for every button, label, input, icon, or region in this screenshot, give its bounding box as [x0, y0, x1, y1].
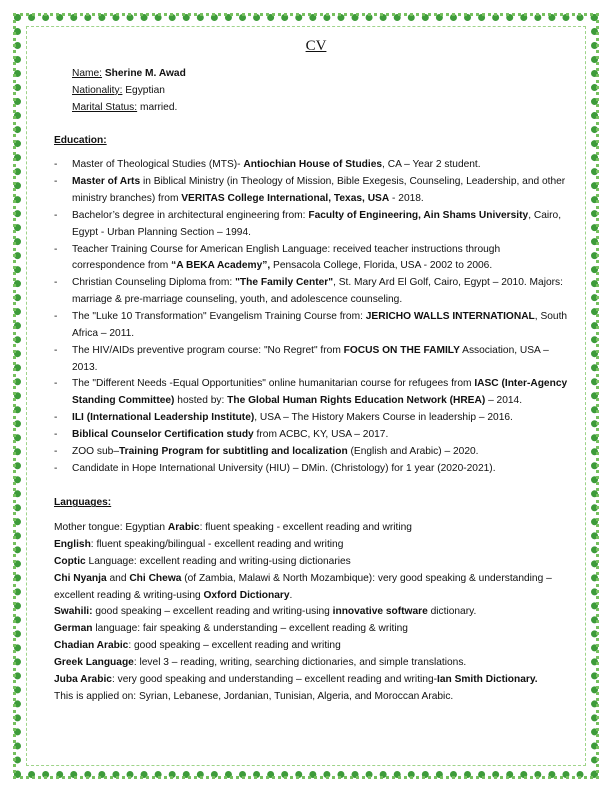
name-value: Sherine M. Awad: [104, 68, 186, 79]
education-heading: Education:: [54, 134, 107, 146]
marital-label: Marital Status:: [72, 101, 138, 113]
text-run: ILI (International Leadership Institute): [72, 412, 255, 424]
text-run: Antiochian House of Studies: [243, 159, 383, 171]
text-run: Teacher Training Course for American English Language: received teacher instructions through correspondence from: [72, 243, 501, 272]
nationality-label: Nationality:: [72, 84, 123, 96]
education-item: [54, 208, 574, 242]
text-run: Oxford Dictionary: [203, 589, 290, 601]
language-item: [54, 604, 574, 621]
text-run: Arabic: [167, 522, 200, 534]
text-run: Bachelor’s degree in architectural engineering from:: [72, 209, 309, 221]
text-run: good speaking – excellent reading and writing-using: [92, 606, 333, 618]
bullet-dash: -: [54, 176, 58, 188]
text-run: , South Africa – 2011.: [72, 310, 568, 339]
text-run: This is applied on: Syrian, Lebanese, Jordanian, Tunisian, Algeria, and Moroccan Arabic.: [54, 690, 454, 702]
bullet-dash: -: [54, 462, 58, 474]
text-run: .: [289, 589, 293, 601]
bullet-dash: -: [54, 159, 58, 171]
text-run: : fluent speaking - excellent reading and writing: [199, 522, 412, 534]
text-run: (of Zambia, Malawi & North Mozambique): very good speaking & understanding – excellent reading & writing-using: [54, 572, 552, 601]
name-row: [72, 66, 574, 83]
text-run: Pensacola College, Florida, USA - 2002 to 2006.: [270, 260, 493, 272]
bullet-dash: -: [54, 445, 58, 457]
bullet-dash: -: [54, 310, 58, 322]
text-run: : very good speaking and understanding – excellent reading and writing-: [111, 673, 438, 685]
bullet-dash: -: [54, 378, 58, 390]
text-run: Training Program for subtitling and localization: [119, 445, 348, 457]
education-list: [54, 157, 574, 477]
language-item: [54, 621, 574, 638]
text-run: Chadian Arabic: [54, 640, 129, 652]
text-run: (English and Arabic) – 2020.: [347, 445, 479, 457]
text-run: , USA – The History Makers Course in leadership – 2016.: [254, 412, 513, 424]
text-run: Association, USA – 2013.: [72, 344, 549, 373]
text-run: VERITAS College International, Texas, USA: [181, 193, 390, 205]
language-item: [54, 571, 574, 605]
text-run: hosted by:: [174, 395, 228, 407]
text-run: The "Luke 10 Transformation" Evangelism Training Course from:: [72, 310, 366, 322]
text-run: IASC (Inter-Agency Standing Committee): [72, 378, 568, 407]
marital-value: married.: [139, 101, 178, 113]
cv-document: [54, 34, 574, 706]
bullet-dash: -: [54, 243, 58, 255]
education-item: [54, 157, 574, 174]
page-title: CV: [305, 38, 327, 54]
text-run: Coptic: [54, 555, 86, 567]
education-item: [54, 444, 574, 461]
nationality-value: Egyptian: [125, 84, 165, 96]
language-item: [54, 689, 574, 706]
bullet-dash: -: [54, 428, 58, 440]
text-run: Ian Smith Dictionary.: [437, 673, 538, 685]
text-run: , CA – Year 2 student.: [382, 159, 481, 171]
education-item: [54, 275, 574, 309]
text-run: FOCUS ON THE FAMILY: [343, 344, 460, 356]
education-item: [54, 461, 574, 478]
text-run: dictionary.: [427, 606, 477, 618]
text-run: and: [106, 572, 130, 584]
text-run: Chi Nyanja: [54, 572, 107, 584]
text-run: – 2014.: [485, 395, 523, 407]
bullet-dash: -: [54, 209, 58, 221]
text-run: Faculty of Engineering, Ain Shams University: [308, 209, 529, 221]
text-run: : fluent speaking/bilingual - excellent reading and writing: [90, 539, 344, 551]
education-item: [54, 410, 574, 427]
nationality-row: [72, 83, 574, 100]
personal-info: [54, 66, 574, 117]
text-run: , St. Mary Ard El Golf, Cairo, Egypt – 2010. Majors: marriage & pre-marriage counseling, youth, and adolescence counseling.: [72, 277, 563, 306]
text-run: ZOO sub–: [72, 445, 119, 457]
text-run: from ACBC, KY, USA – 2017.: [253, 428, 389, 440]
language-item: [54, 554, 574, 571]
language-item: [54, 520, 574, 537]
text-run: Candidate in Hope International University (HIU) – DMin. (Christology) for 1 year (2020-2021).: [72, 462, 496, 474]
education-item: [54, 427, 574, 444]
education-item: [54, 376, 574, 410]
text-run: Chi Chewa: [129, 572, 182, 584]
text-run: English: [54, 539, 91, 551]
text-run: German: [54, 623, 93, 635]
text-run: Swahili:: [54, 606, 93, 618]
bullet-dash: -: [54, 412, 58, 424]
languages-list: [54, 520, 574, 705]
language-item: [54, 655, 574, 672]
text-run: Master of Theological Studies (MTS)-: [72, 159, 244, 171]
text-run: in Biblical Ministry (in Theology of Mission, Bible Exegesis, Counseling, Leadership, and other ministry branches) from: [72, 176, 566, 205]
text-run: “A BEKA Academy”,: [171, 260, 271, 272]
text-run: Greek Language: [54, 657, 134, 668]
text-run: The "Different Needs -Equal Opportunities" online humanitarian course for refugees from: [72, 378, 475, 390]
text-run: Mother tongue: Egyptian: [54, 522, 168, 534]
text-run: , Cairo, Egypt - Urban Planning Section – 1994.: [72, 209, 562, 238]
education-item: [54, 309, 574, 343]
text-run: JERICHO WALLS INTERNATIONAL: [365, 310, 535, 322]
name-label: Name:: [72, 68, 103, 79]
languages-heading: Languages:: [54, 497, 112, 509]
education-item: [54, 343, 574, 377]
language-item: [54, 672, 574, 689]
education-item: [54, 242, 574, 276]
language-item: [54, 638, 574, 655]
text-run: Christian Counseling Diploma from:: [72, 277, 236, 289]
text-run: - 2018.: [389, 193, 424, 205]
text-run: Juba Arabic: [54, 673, 112, 685]
text-run: Master of Arts: [72, 176, 141, 188]
text-run: : good speaking – excellent reading and writing: [128, 640, 341, 652]
text-run: Biblical Counselor Certification study: [72, 428, 254, 440]
language-item: [54, 537, 574, 554]
text-run: : level 3 – reading, writing, searching dictionaries, and simple translations.: [133, 657, 467, 668]
bullet-dash: -: [54, 344, 58, 356]
text-run: "The Family Center": [235, 277, 334, 289]
marital-row: [72, 100, 574, 117]
text-run: language: fair speaking & understanding – excellent reading & writing: [92, 623, 408, 635]
text-run: The Global Human Rights Education Network (HREA): [227, 395, 486, 407]
text-run: Language: excellent reading and writing-using dictionaries: [85, 555, 351, 567]
education-item: [54, 174, 574, 208]
text-run: The HIV/AIDs preventive program course: "No Regret" from: [72, 344, 344, 356]
text-run: innovative software: [332, 606, 428, 618]
bullet-dash: -: [54, 277, 58, 289]
